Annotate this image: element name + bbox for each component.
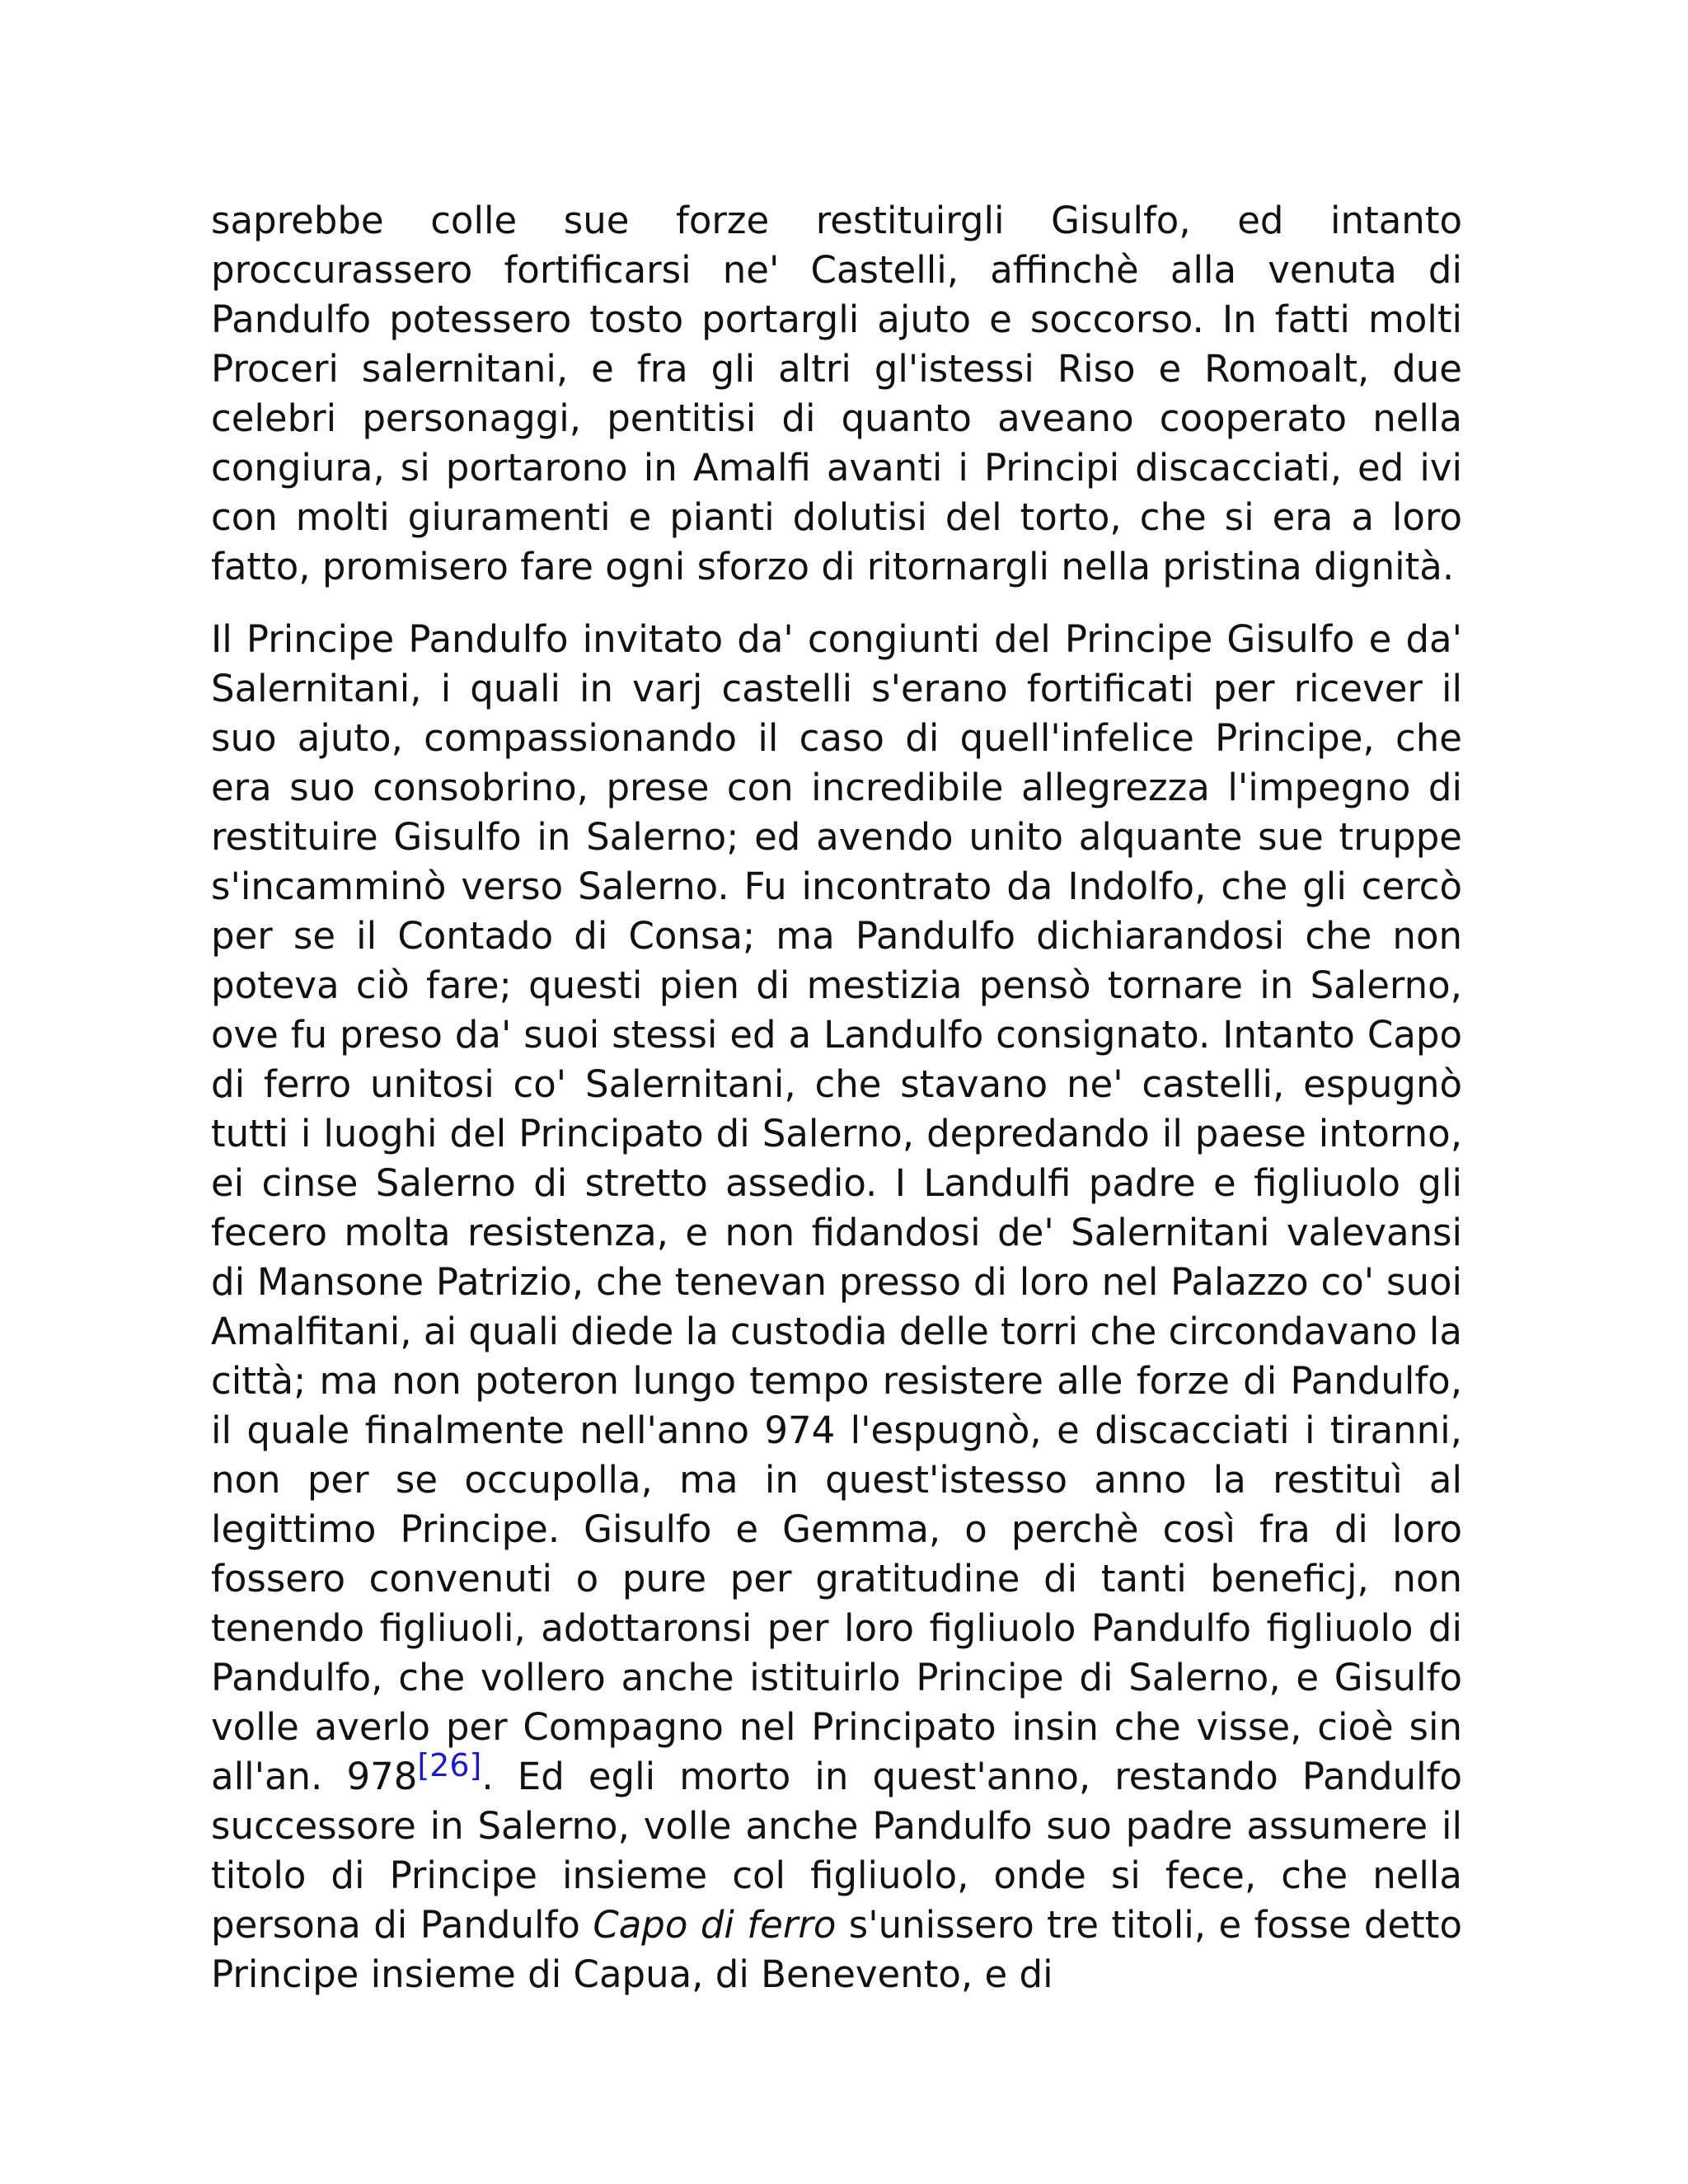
- paragraph-2-text-part1: Il Principe Pandulfo invitato da' congiunti del Principe Gisulfo e da' Salernitani, i quali in varj castelli s'erano fortificati per ricever il suo ajuto, compassionando il caso di quell'infelice Principe, che era suo consobrino, prese con incredibile allegrezza l'impegno di restituire Gisulfo in Salerno; ed avendo unito alquante sue truppe s'incamminò verso Salerno. Fu incontrato da Indolfo, che gli cercò per se il Contado di Consa; ma Pandulfo dichiarandosi che non poteva ciò fare; questi pien di mestizia pensò tornare in Salerno, ove fu preso da' suoi stessi ed a Landulfo consignato. Intanto Capo di ferro unitosi co' Salernitani, che stavano ne' castelli, espugnò tutti i luoghi del Principato di Salerno, depredando il paese intorno, ei cinse Salerno di stretto assedio. I Landulfi padre e figliuolo gli fecero molta resistenza, e non fidandosi de' Salernitani valevansi di Mansone Patrizio, che tenevan presso di loro nel Palazzo co' suoi Amalfitani, ai quali diede la custodia delle torri che circondavano la città; ma non poteron lungo tempo resistere alle forze di Pandulfo, il quale finalmente nell'anno 974 l'espugnò, e discacciati i tiranni, non per se occupolla, ma in quest'istesso anno la restituì al legittimo Principe. Gisulfo e Gemma, o perchè così fra di loro fossero convenuti o pure per gratitudine di tanti beneficj, non tenendo figliuoli, adottaronsi per loro figliuolo Pandulfo figliuolo di Pandulfo, che vollero anche istituirlo Principe di Salerno, e Gisulfo volle averlo per Compagno nel Principato insin che visse, cioè sin all'an. 978: [211, 617, 1462, 1798]
- document-page: [211, 196, 1462, 1999]
- footnote-link-26[interactable]: [26]: [417, 1747, 482, 1783]
- paragraph-2-text-part2: . Ed egli morto in quest'anno, restando Pandulfo successore in Salerno, volle anche Pandulfo suo padre assumere il titolo di Principe insieme col figliuolo, onde si fece, che nella persona di Pandulfo: [211, 1755, 1462, 1947]
- paragraph-2-text-part3: s'unissero tre titoli, e fosse detto Principe insieme di Capua, di Benevento, e di: [211, 1903, 1462, 1996]
- paragraph-1: saprebbe colle sue forze restituirgli Gisulfo, ed intanto proccurassero fortificarsi ne' Castelli, affinchè alla venuta di Pandulfo potessero tosto portargli ajuto e soccorso. In fatti molti Proceri salernitani, e fra gli altri gl'istessi Riso e Romoalt, due celebri personaggi, pentitisi di quanto aveano cooperato nella congiura, si portarono in Amalfi avanti i Principi discacciati, ed ivi con molti giuramenti e pianti dolutisi del torto, che si era a loro fatto, promisero fare ogni sforzo di ritornargli nella pristina dignità.: [211, 199, 1462, 588]
- paragraph-2: [211, 615, 1462, 1999]
- italic-term: Capo di ferro: [593, 1903, 837, 1947]
